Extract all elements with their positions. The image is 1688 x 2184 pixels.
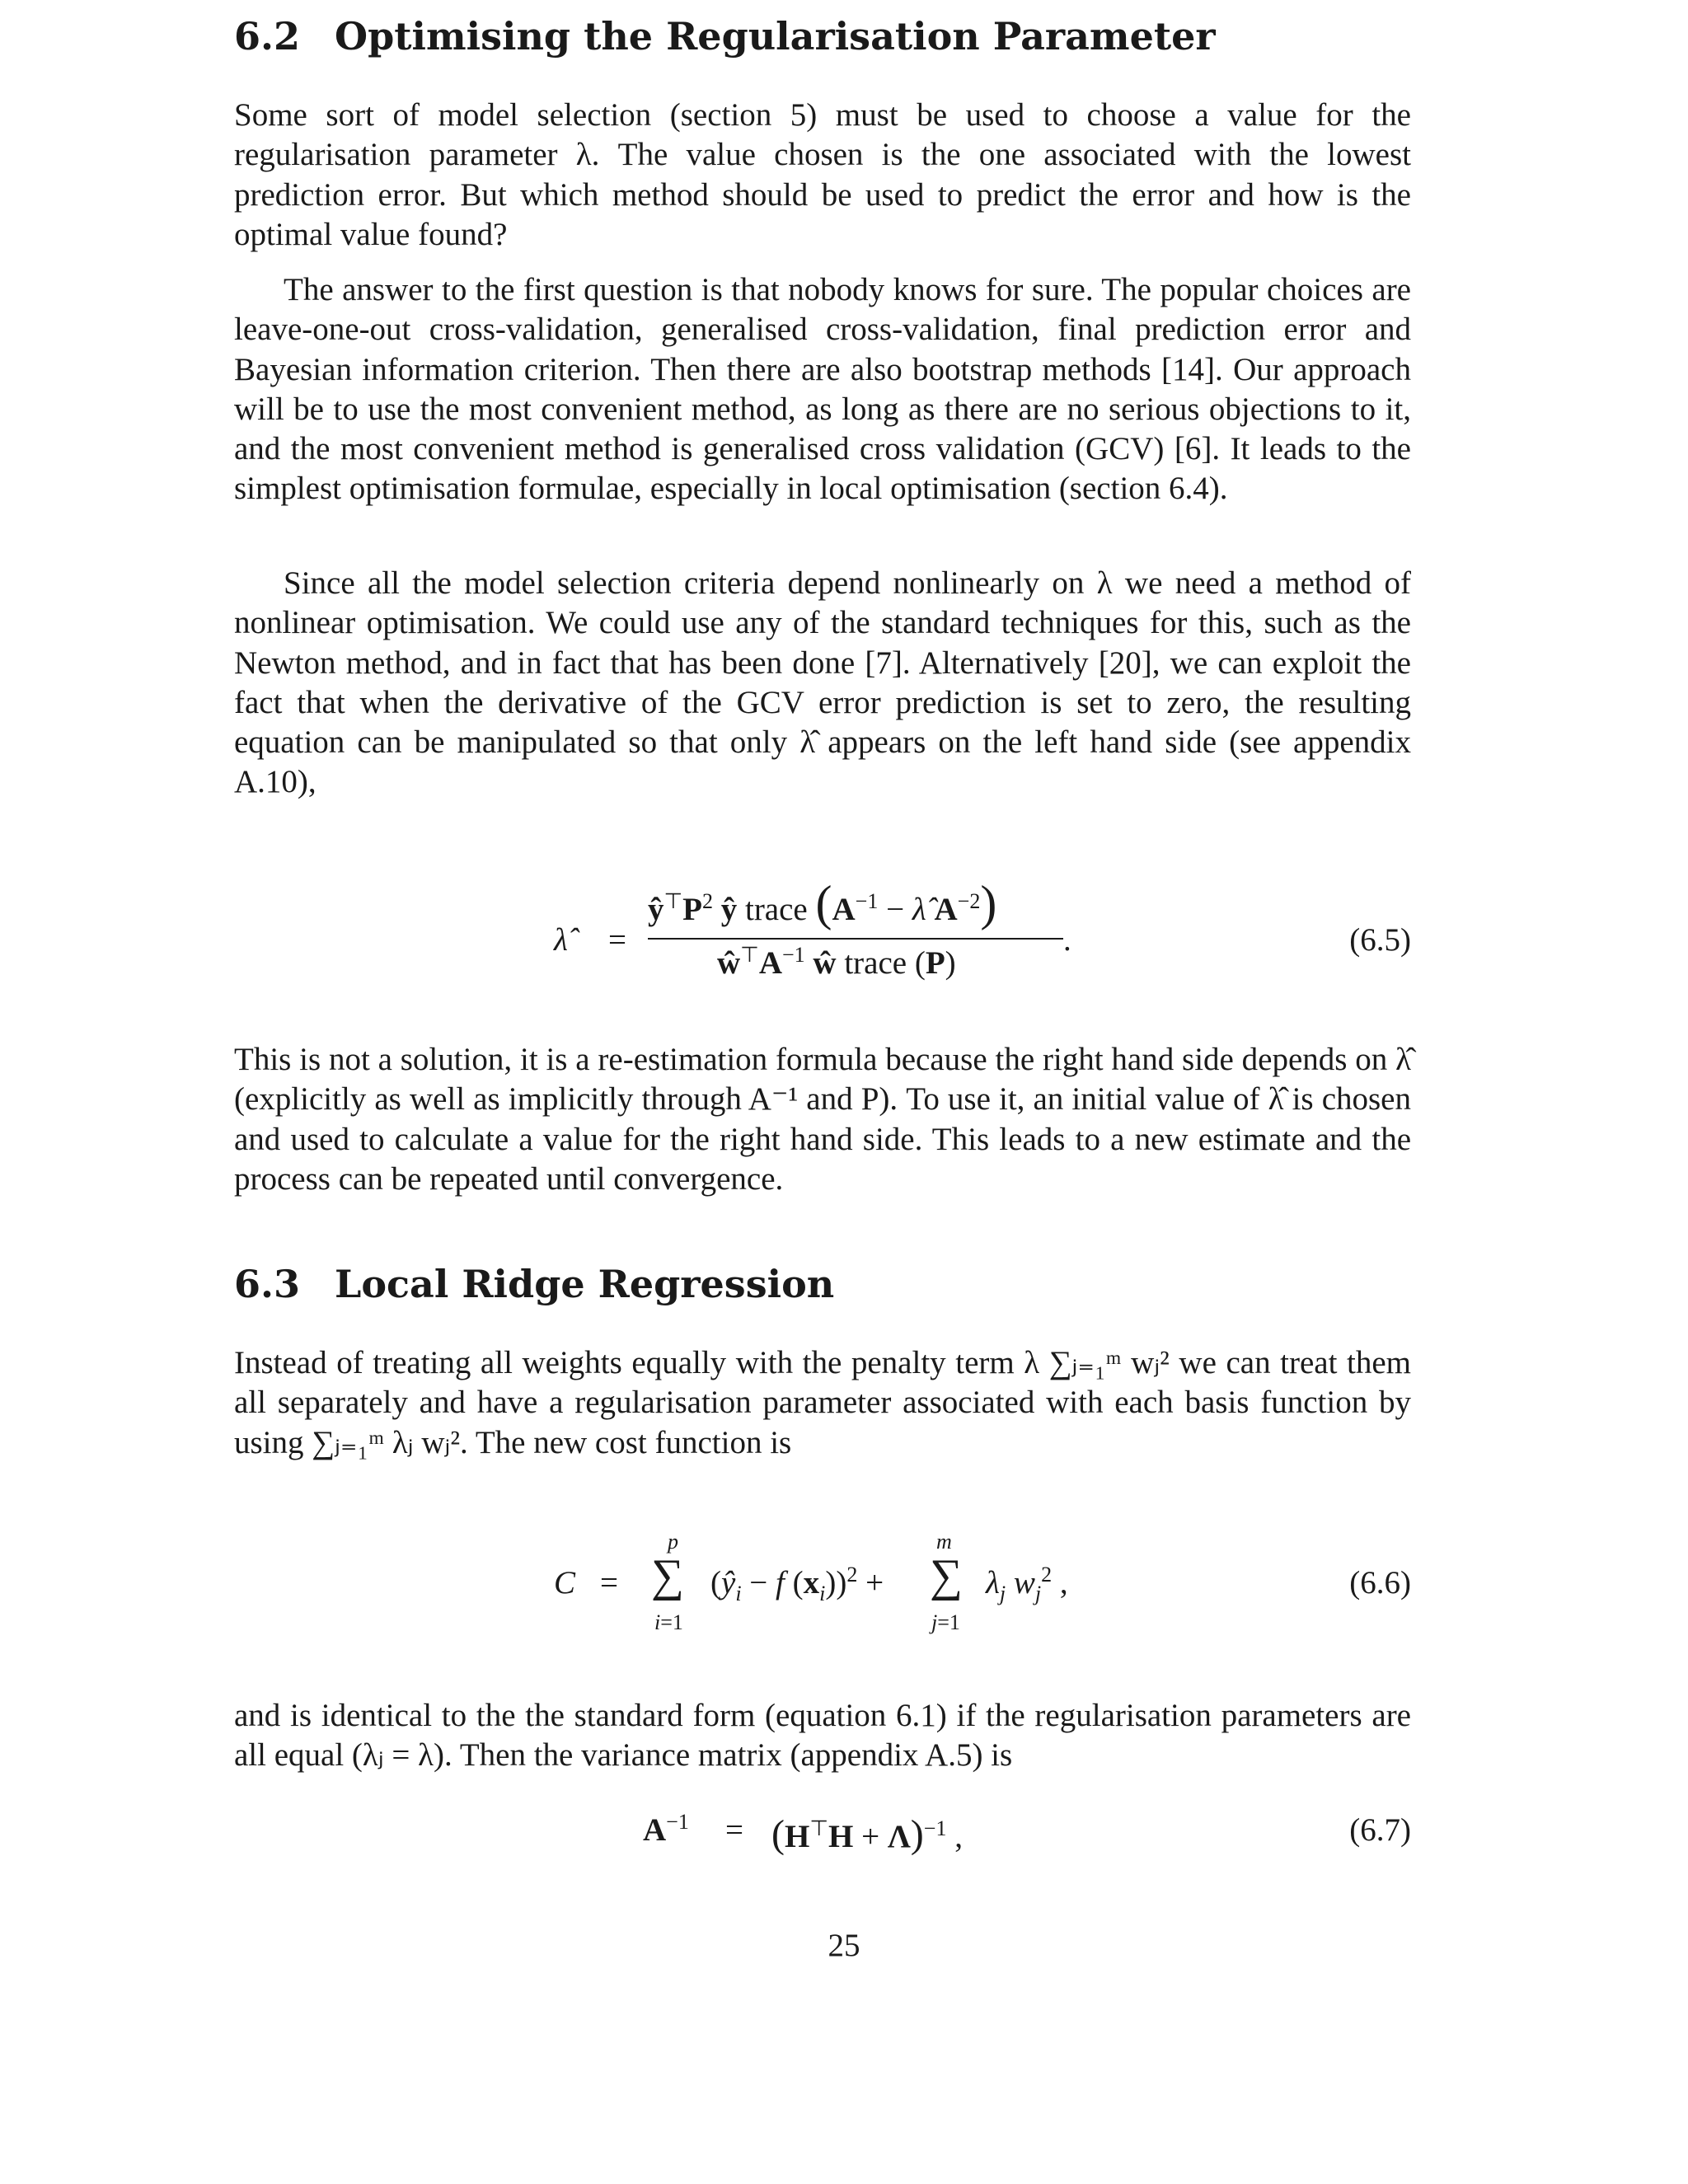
document-page: 6.2 Optimising the Regularisation Parameter Some sort of model selection (section 5) must be used to choose a value for the regularisation parameter λ. The value chosen is the one associated with the lowest prediction error. But which method should be used to predict the error and how is the optimal value found? The answer to the first question is that nobody knows for sure. The popular choices are leave-one-out cross-validation, generalised cross-validation, final prediction error and Bayesian information criterion. Then there are also bootstrap methods [14]. Our approach will be to use the most convenient method, as long as there are no serious objections to it, and the most convenient method is generalised cross validation (GCV) [6]. It leads to the simplest optimisation formulae, especially in local optimisation (section 6.4). Since all the model selection criteria depend nonlinearly on λ we need a method of nonlinear optimisation. We could use any of the standard techniques for this, such as the Newton method, and in fact that has been done [7]. Alternatively [20], we can exploit the fact that when the derivative of the GCV error prediction is set to zero, the resulting equation can be manipulated so that only λ̂ appears on the left hand side (see appendix A.10), λ̂ = $ŷ^⊤P^2$ ŷ trace ($A^{-1}$ − λ̂ $A^{-2}$) $ŵ^⊤A^{-1}$ ŵ trace (P) . (6.5) This is not a solution, it is a re-estimation formula because the right hand side depends on λ̂ (explicitly as well as implicitly through A⁻¹ and P). To use it, an initial value of λ̂ is chosen and used to calculate a value for the right hand side. This leads to a new estimate and the process can be repeated until convergence. 6.3 Local Ridge Regression Instead of treating all weights equally with the penalty term λ ∑ⱼ₌₁ᵐ wⱼ² we can treat them all separately and have a regularisation parameter associated with each basis function by using ∑ⱼ₌₁ᵐ λⱼ wⱼ². The new cost function is C = p ∑ i=1 ($ŷ_i - f$ $(x_i))^2$ + m ∑ j=1 $\lambda_j$ $w_j^2$ , (6.6) and is identical to the the standard form (equation 6.1) if the regularisation parameters are all equal (λⱼ = λ). Then the variance matrix (appendix A.5) is $A^{-1}$ = $(H^⊤H + \Lambda)^{-1}$ , (6.7) 25 (0, 0, 1688, 2184)
page-number: 25 (828, 1928, 860, 1963)
paragraph-6: and is identical to the the standard form (equation 6.1) if the regularisation parameters are all equal (λⱼ = λ). Then the variance matrix (appendix A.5) is (234, 1698, 1411, 1774)
equation-number: (6.7) (1349, 1812, 1411, 1848)
paragraph-5: Instead of treating all weights equally with the penalty term λ ∑ⱼ₌₁ᵐ wⱼ² we can treat them all separately and have a regularisation parameter associated with each basis function by using ∑ⱼ₌₁ᵐ λⱼ wⱼ². The new cost function is (234, 1345, 1411, 1460)
section-number: 6.2 (234, 14, 301, 59)
paragraph-4: This is not a solution, it is a re-estimation formula because the right hand side depends on λ̂ (explicitly as well as implicitly through A⁻¹ and P). To use it, an initial value of λ̂ is chosen and used to calculate a value for the right hand side. This leads to a new estimate and the process can be repeated until convergence. (234, 1042, 1411, 1197)
paragraph-1: Some sort of model selection (section 5) must be used to choose a value for the regularisation parameter λ. The value chosen is the one associated with the lowest prediction error. But which method should be used to predict the error and how is the optimal value found? (234, 97, 1411, 252)
section-title: Local Ridge Regression (335, 1262, 835, 1306)
paragraph-3: Since all the model selection criteria depend nonlinearly on λ we need a method of nonlinear optimisation. We could use any of the standard techniques for this, such as the Newton method, and in fact that has been done [7]. Alternatively [20], we can exploit the fact that when the derivative of the GCV error prediction is set to zero, the resulting equation can be manipulated so that only λ̂ appears on the left hand side (see appendix A.10), (234, 565, 1411, 800)
section-title: Optimising the Regularisation Parameter (335, 14, 1216, 59)
equation-number: (6.6) (1349, 1565, 1411, 1601)
equation-number: (6.5) (1349, 922, 1411, 958)
section-number: 6.3 (234, 1262, 301, 1306)
section-heading-6-3 (234, 1261, 834, 1307)
section-heading-6-2 (234, 13, 1216, 59)
paragraph-2: The answer to the first question is that nobody knows for sure. The popular choices are leave-one-out cross-validation, generalised cross-validation, final prediction error and Bayesian information criterion. Then there are also bootstrap methods [14]. Our approach will be to use the most convenient method, as long as there are no serious objections to it, and the most convenient method is generalised cross validation (GCV) [6]. It leads to the simplest optimisation formulae, especially in local optimisation (section 6.4). (234, 272, 1411, 507)
